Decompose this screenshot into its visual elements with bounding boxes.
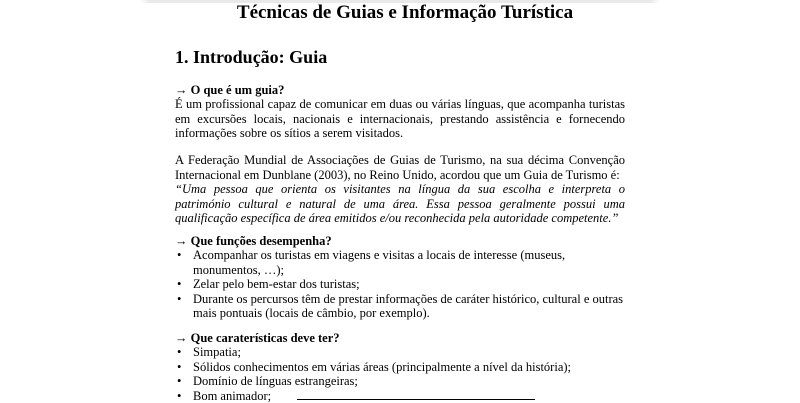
guide-definition-paragraph: É um profissional capaz de comunicar em duas ou várias línguas, que acompanha turistas em excursões locais, nacionais e internacionais, prestando assistência e fornecendo informações sobre os sítios a serem visitados. xyxy=(175,97,625,141)
bullet: • xyxy=(177,277,187,292)
question-heading-what-is-guide: → O que é um guia? xyxy=(175,83,284,98)
list-item: • Zelar pelo bem-estar dos turistas; xyxy=(175,277,625,292)
question-heading-functions: → Que funções desempenha? xyxy=(175,234,332,249)
list-item: • Durante os percursos têm de prestar informações de caráter histórico, cultural e outras mais pontuais (locais de câmbio, por exemplo). xyxy=(175,292,625,321)
bullet: • xyxy=(177,292,187,307)
federation-quote: “Uma pessoa que orienta os visitantes na língua da sua escolha e interpreta o património cultural e natural de uma área. Essa pessoa geralmente possui uma qualificação específica de área emitidos e/ou reconhecida pela autoridade competente.” xyxy=(175,182,625,226)
bullet: • xyxy=(177,248,187,263)
federation-paragraph xyxy=(175,153,625,226)
list-item: • Acompanhar os turistas em viagens e visitas a locais de interesse (museus, monumentos, …); xyxy=(175,248,625,277)
list-item: • Simpatia; xyxy=(175,345,625,360)
question-heading-characteristics: → Que caraterísticas deve ter? xyxy=(175,331,340,346)
list-item: • Bom animador; xyxy=(175,389,625,403)
list-item: • Domínio de línguas estrangeiras; xyxy=(175,374,625,389)
bullet: • xyxy=(177,389,187,403)
section-heading: 1. Introdução: Guia xyxy=(175,45,327,69)
functions-list xyxy=(175,248,625,321)
fill-in-blank-line xyxy=(297,390,535,400)
list-item: • Sólidos conhecimentos em várias áreas (principalmente a nível da história); xyxy=(175,360,625,375)
bullet: • xyxy=(177,345,187,360)
bullet: • xyxy=(177,360,187,375)
bullet: • xyxy=(177,374,187,389)
document-title: Técnicas de Guias e Informação Turística xyxy=(175,1,635,25)
federation-intro: A Federação Mundial de Associações de Guias de Turismo, na sua décima Convenção Internacional em Dunblane (2003), no Reino Unido, acordou que um Guia de Turismo é: xyxy=(175,153,625,182)
characteristics-list xyxy=(175,345,625,403)
